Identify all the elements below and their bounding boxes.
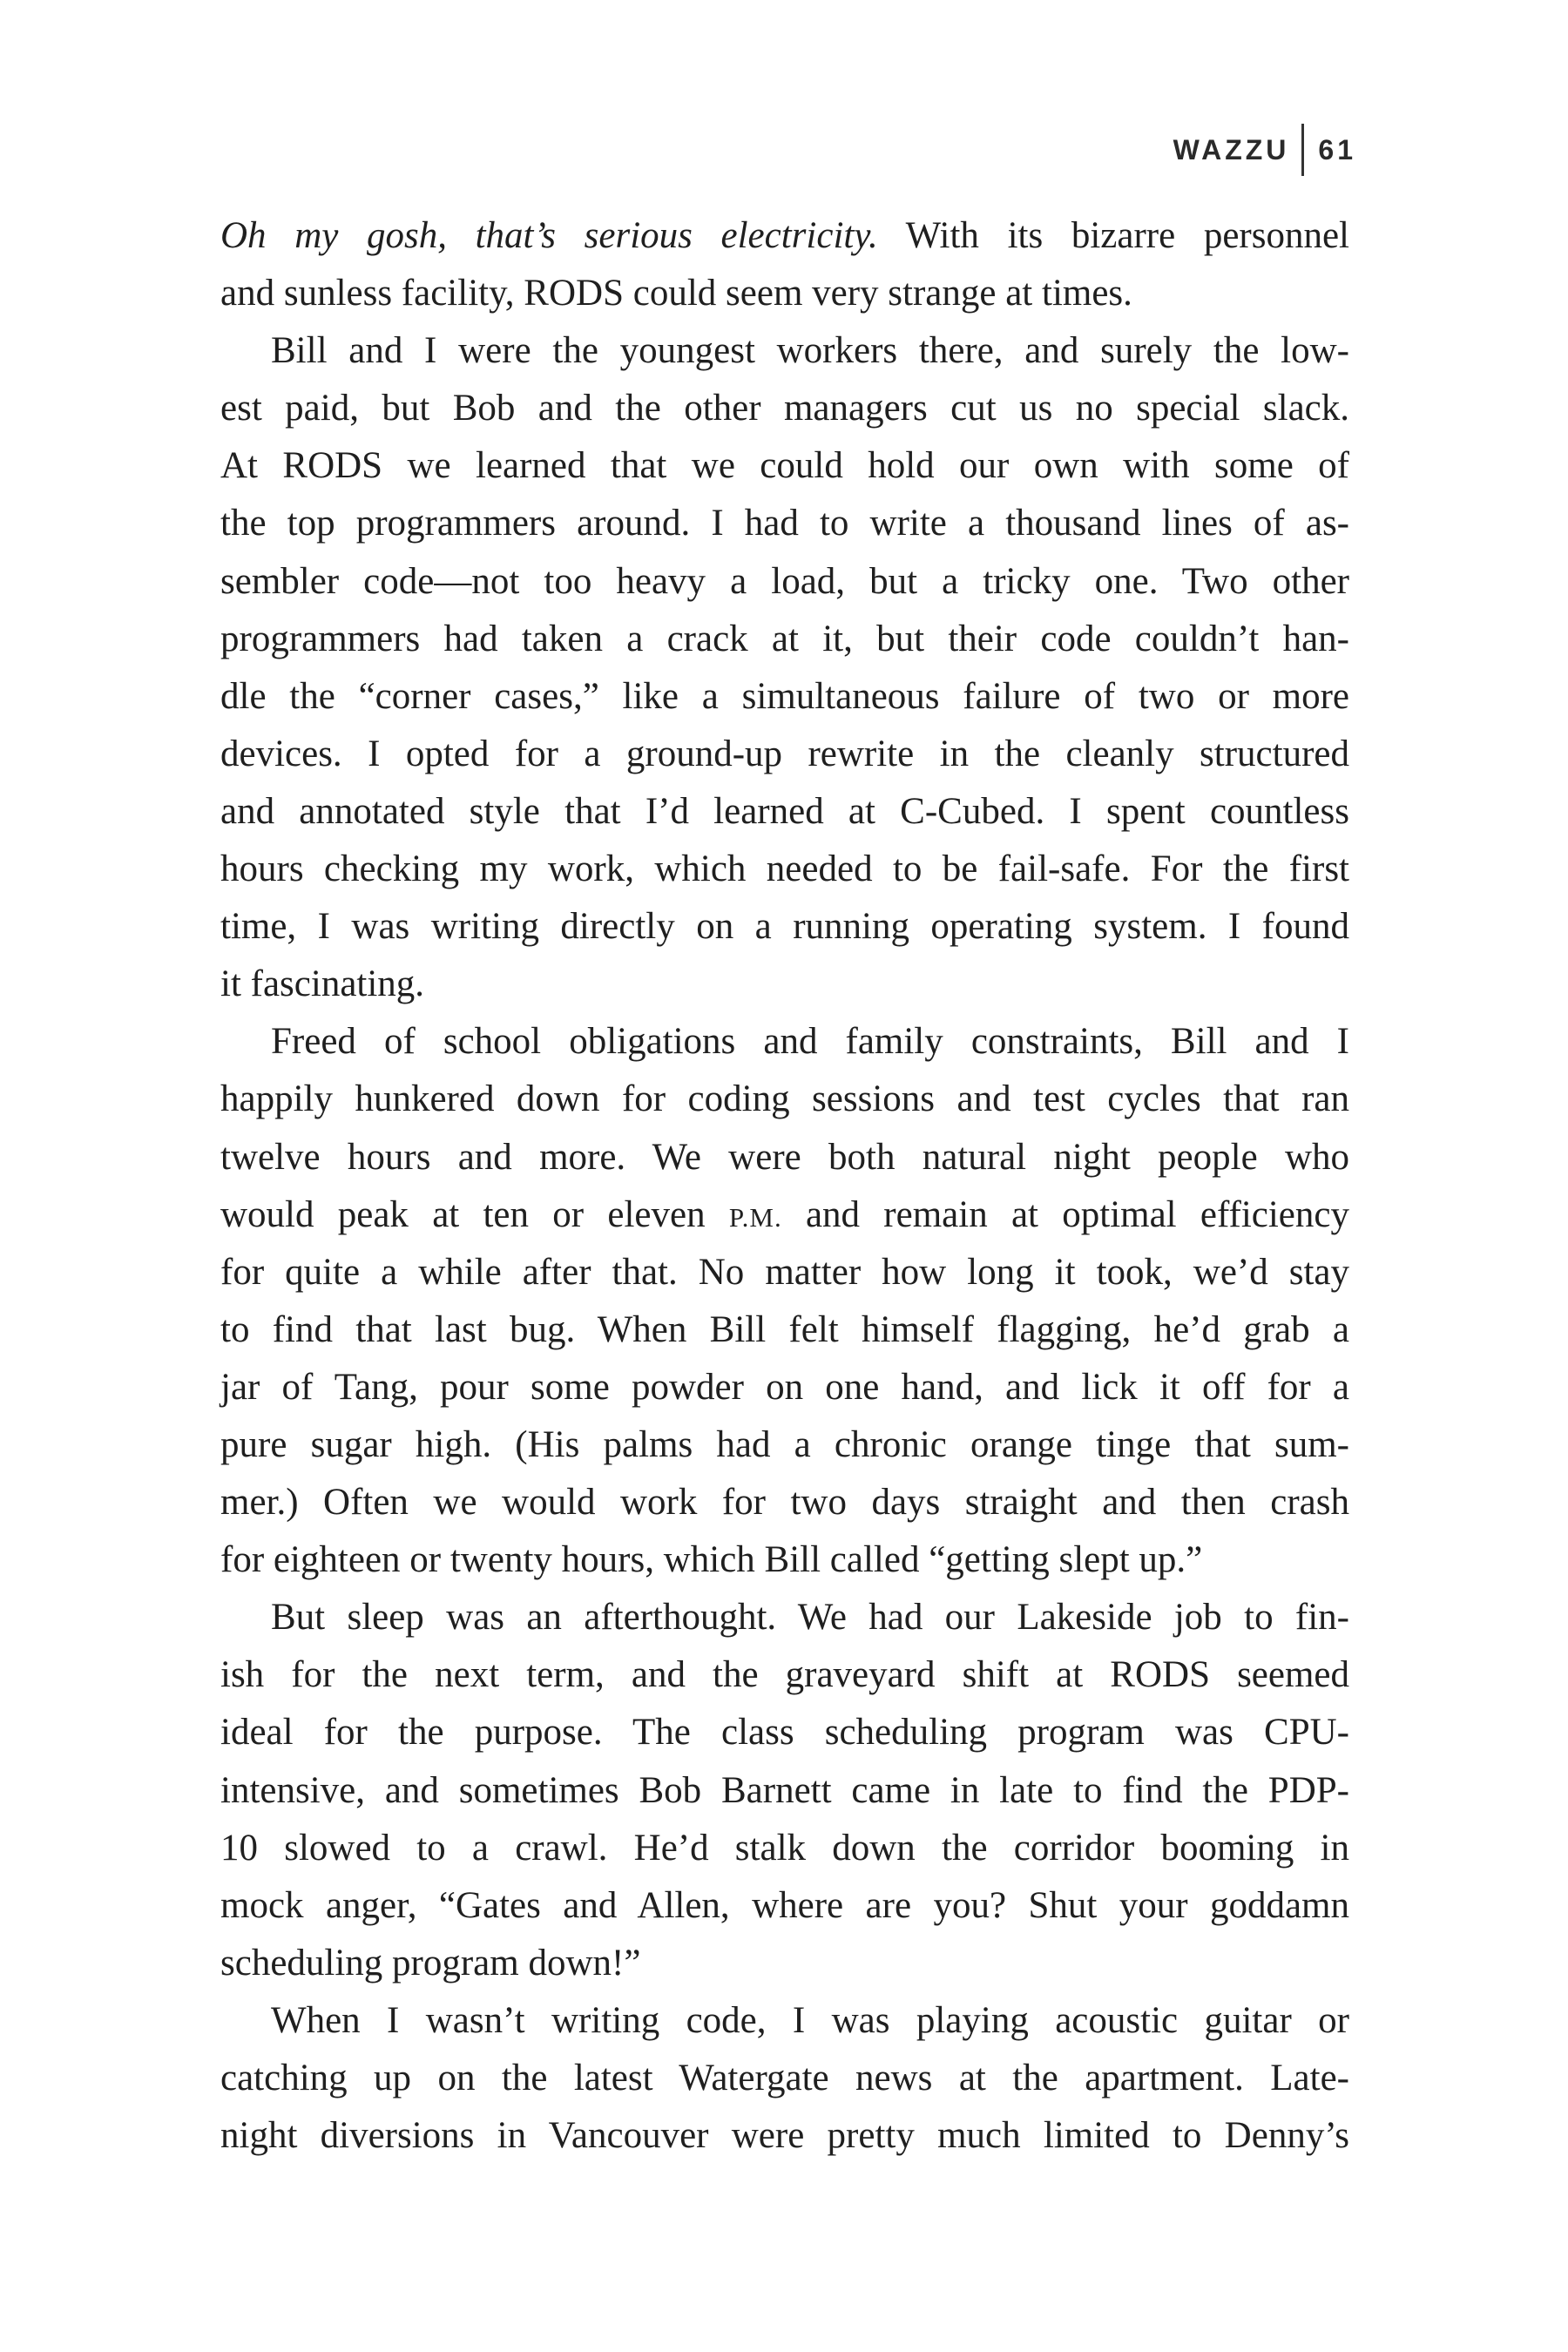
text-line: and sunless facility, RODS could seem very strange at times. <box>220 273 1132 314</box>
text-line: intensive, and sometimes Bob Barnett came in late to find the PDP- <box>220 1769 1349 1811</box>
text-line <box>220 1186 1349 1244</box>
text-line: sembler code—not too heavy a load, but a tricky one. Two other <box>220 560 1349 602</box>
text-line: and annotated style that I’d learned at C-Cubed. I spent countless <box>220 790 1349 832</box>
text-line: night diversions in Vancouver were pretty much limited to Denny’s <box>220 2115 1349 2157</box>
paragraph <box>220 1589 1349 1992</box>
body-text <box>220 207 1349 2165</box>
small-caps-abbrev: P.M. <box>728 1201 782 1233</box>
text-line: 10 slowed to a crawl. He’d stalk down the corridor booming in <box>220 1827 1349 1869</box>
text-line: happily hunkered down for coding sessions and test cycles that ran <box>220 1078 1349 1120</box>
paragraph <box>220 322 1349 1013</box>
text-line: devices. I opted for a ground-up rewrite in the cleanly structured <box>220 733 1349 774</box>
text-line: ish for the next term, and the graveyard shift at RODS seemed <box>220 1654 1349 1696</box>
text-line: But sleep was an afterthought. We had our Lakeside job to fin- <box>271 1597 1349 1639</box>
paragraph <box>220 1013 1349 1589</box>
text-line: Bill and I were the youngest workers there, and surely the low- <box>271 330 1349 372</box>
text-line: twelve hours and more. We were both natural night people who <box>220 1136 1349 1178</box>
text-line: Freed of school obligations and family constraints, Bill and I <box>271 1021 1349 1063</box>
text-run: would peak at ten or eleven <box>220 1193 729 1235</box>
text-line <box>220 207 1349 265</box>
running-head-title: WAZZU <box>1173 133 1290 166</box>
text-line: mer.) Often we would work for two days straight and then crash <box>220 1482 1349 1524</box>
italic-phrase: Oh my gosh, that’s serious electricity. <box>220 215 878 256</box>
running-head-divider <box>1301 124 1304 176</box>
text-line: dle the “corner cases,” like a simultaneous failure of two or more <box>220 675 1349 717</box>
text-line: jar of Tang, pour some powder on one hand, and lick it off for a <box>220 1366 1349 1408</box>
text-line: est paid, but Bob and the other managers cut us no special slack. <box>220 388 1349 429</box>
text-line: time, I was writing directly on a running operating system. I found <box>220 906 1349 948</box>
text-line: At RODS we learned that we could hold our own with some of <box>220 445 1349 487</box>
text-line: catching up on the latest Watergate news at the apartment. Late- <box>220 2058 1349 2099</box>
text-line: the top programmers around. I had to write a thousand lines of as- <box>220 503 1349 544</box>
text-run: and remain at optimal efficiency <box>781 1193 1349 1235</box>
text-line: programmers had taken a crack at it, but their code couldn’t han- <box>220 618 1349 659</box>
paragraph <box>220 207 1349 322</box>
text-line: When I wasn’t writing code, I was playing acoustic guitar or <box>271 1999 1349 2041</box>
text-line: scheduling program down!” <box>220 1942 641 1984</box>
text-line: ideal for the purpose. The class scheduling program was CPU- <box>220 1712 1349 1754</box>
page-number: 61 <box>1318 133 1356 166</box>
paragraph <box>220 1992 1349 2165</box>
text-line: it fascinating. <box>220 963 425 1005</box>
text-line: pure sugar high. (His palms had a chronic orange tinge that sum- <box>220 1423 1349 1465</box>
text-line: to find that last bug. When Bill felt himself flagging, he’d grab a <box>220 1308 1349 1350</box>
text-run: With its bizarre personnel <box>877 215 1350 256</box>
text-line: for eighteen or twenty hours, which Bill called “getting slept up.” <box>220 1539 1203 1581</box>
running-head <box>1173 124 1356 176</box>
text-line: mock anger, “Gates and Allen, where are you? Shut your goddamn <box>220 1884 1349 1926</box>
text-line: hours checking my work, which needed to be fail-safe. For the first <box>220 848 1349 890</box>
text-line: for quite a while after that. No matter how long it took, we’d stay <box>220 1251 1349 1293</box>
